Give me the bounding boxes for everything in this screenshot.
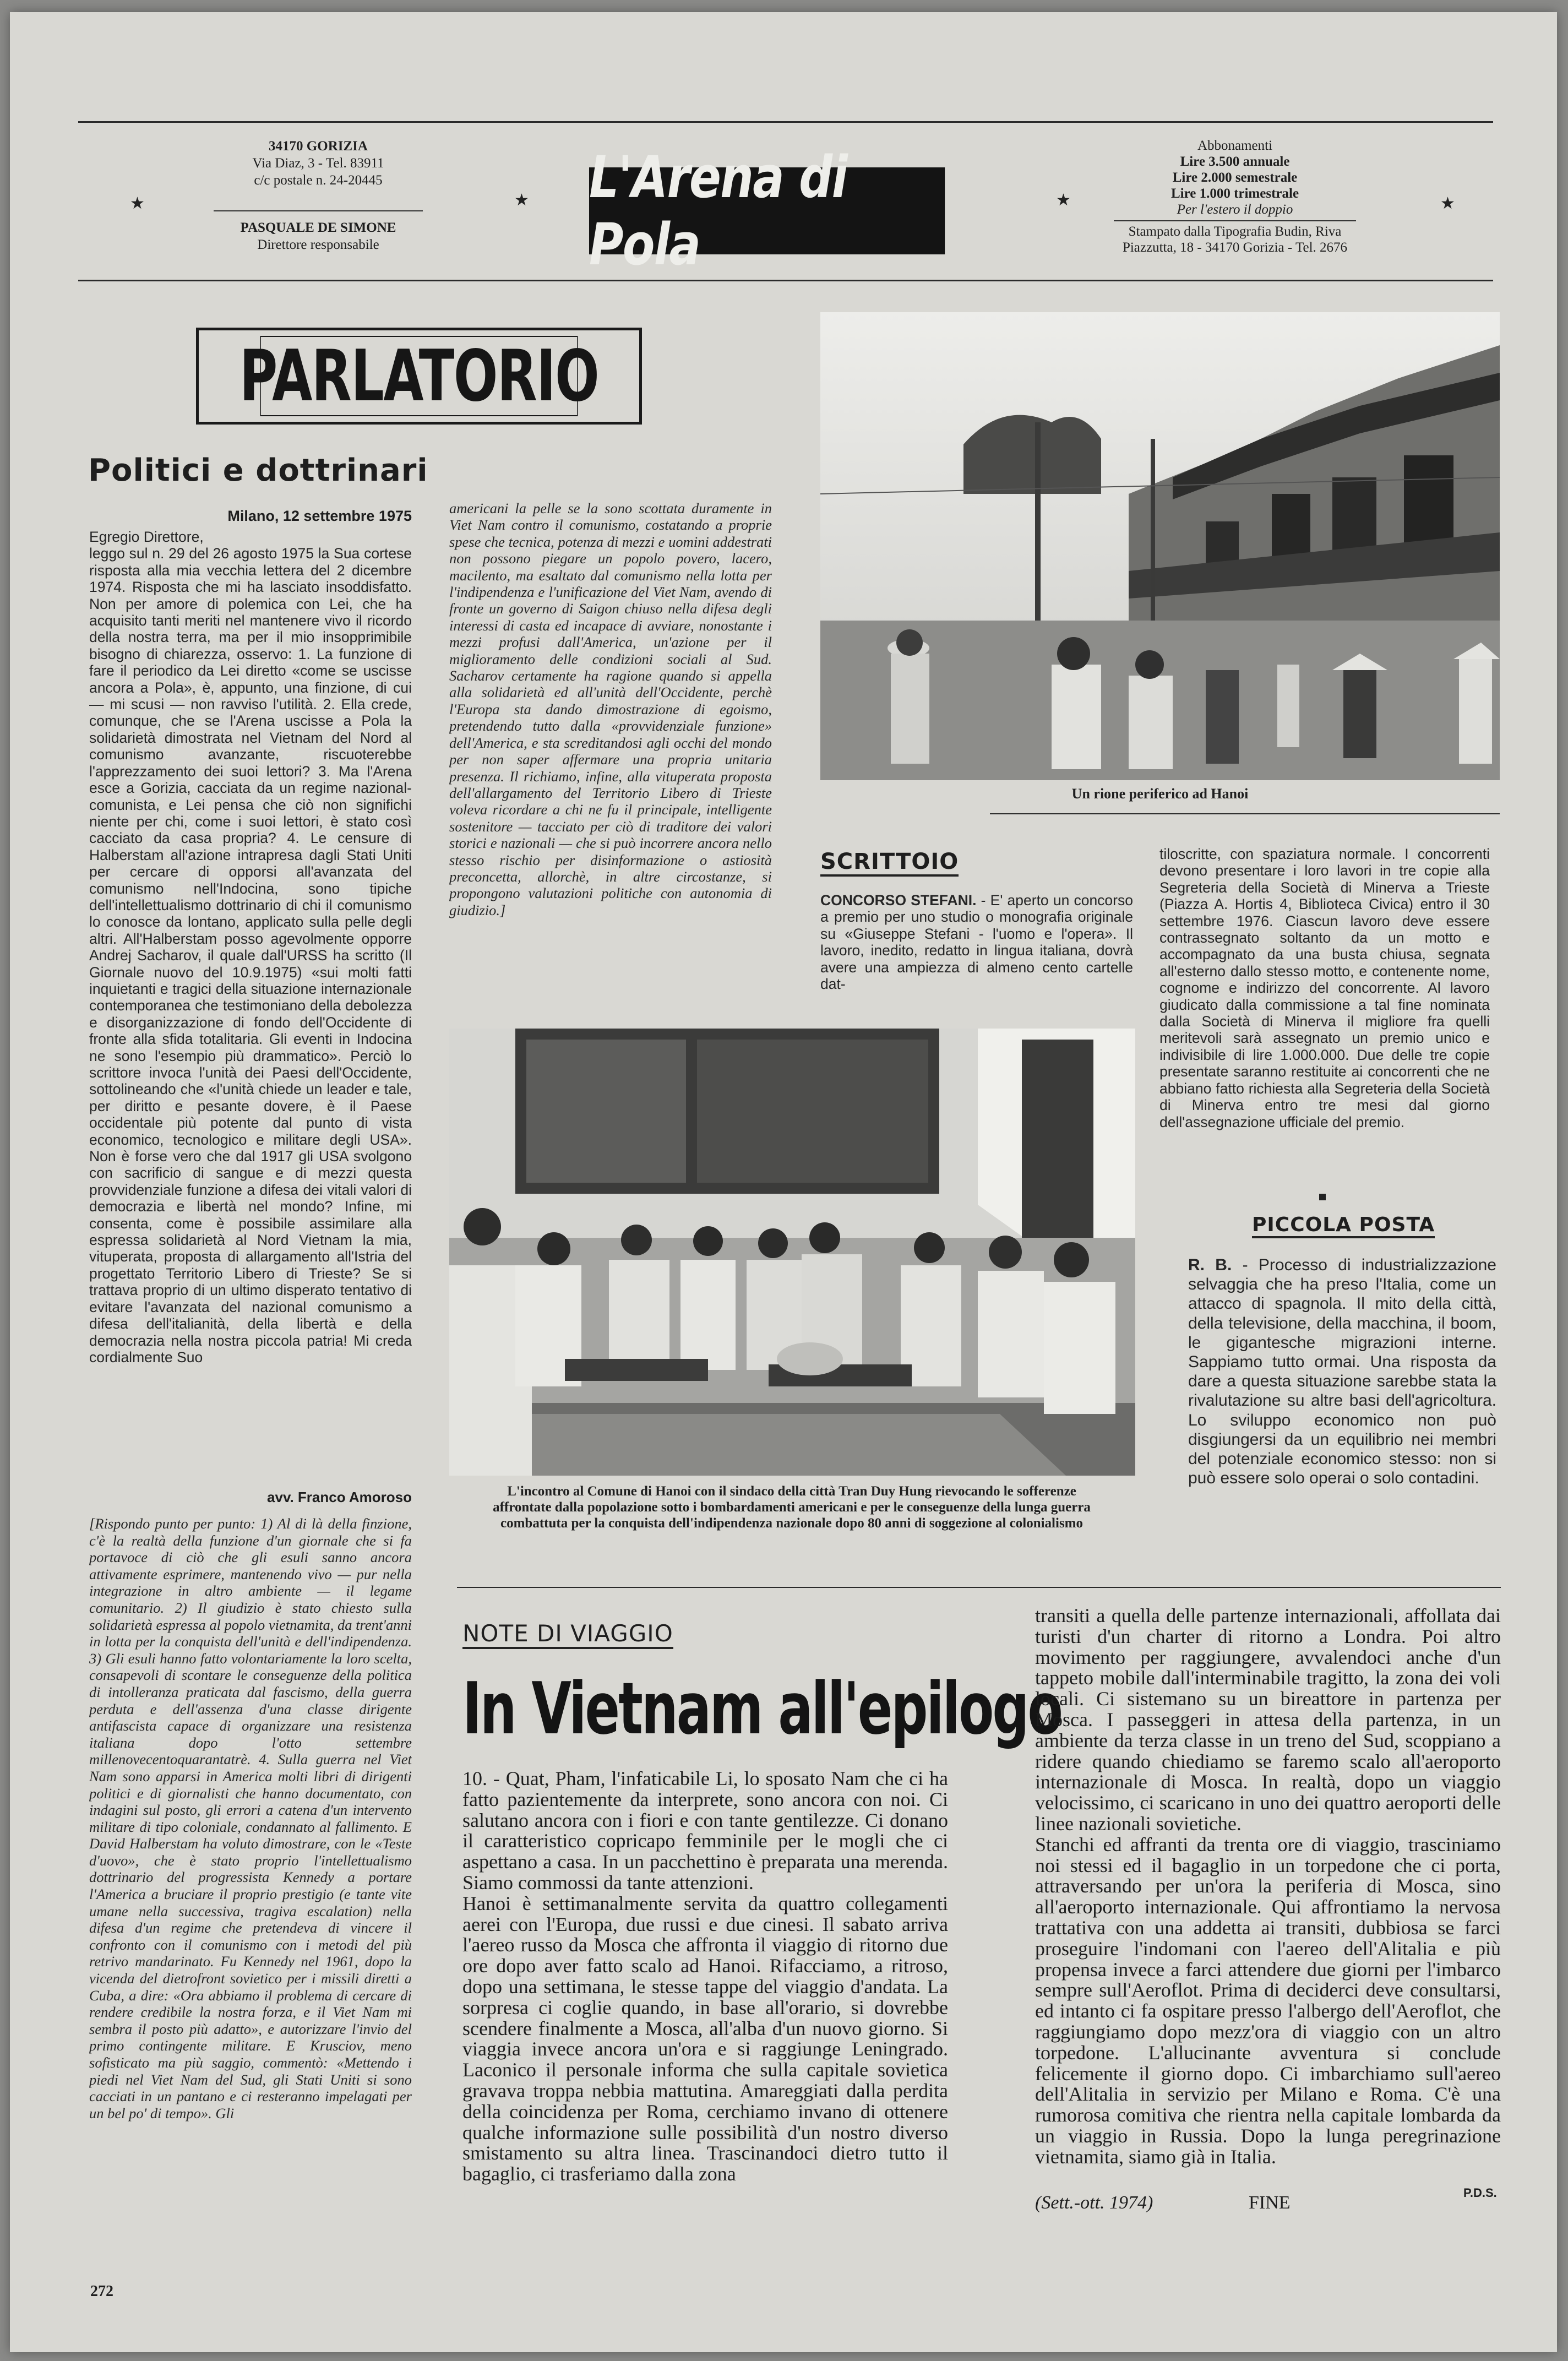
- masthead-right: [1106, 138, 1364, 217]
- parlatorio-headline: Politici e dottrinari: [88, 453, 428, 488]
- masthead-right-divider: [1114, 220, 1356, 221]
- masthead-left-divider: [214, 210, 423, 211]
- letter-body: Egregio Direttore, leggo sul n. 29 del 26 agosto 1975 la Sua cortese risposta alla mia vecchia lettera del 2 dicembre 1974. Risposta che mi ha lasciato insoddisfatto. Non per amore di polemica con Lei, che ha acquisito tanti meriti nel mantenere vivo il ricordo della nostra terra, ma per il mio insopprimibile bisogno di chiarezza, osservo: 1. La funzione di fare il periodico da Lei diretto «come se uscisse ancora a Pola», è, appunto, una finzione, di cui — mi scusi — non ravviso l'utilità. 2. Ella crede, comunque, che se l'Arena uscisse a Pola la solidarietà dimostrata nel Vietnam del Nord al comunismo avanzante, riscuoterebbe l'apprezzamento dei suoi lettori? 3. Ma l'Arena esce a Gorizia, cacciata da un regime nazional-comunista, e Lei pensa che ciò non significhi niente per chi, come i suoi lettori, è stato così cacciato da casa propria? 4. Le censure di Halberstam all'azione intrapresa dagli Stati Uniti per cercare di opporsi all'avanzata del comunismo nell'Indocina, sono tipiche dell'intellettualismo dottrinario di chi il comunismo lo conosce da lontano, applicato sulla pelle degli altri. All'Halberstam posso agevolmente opporre Andrej Sacharov, il quale dall'URSS ha scritto (Il Giornale nuovo del 10.9.1975) «sui molti fatti inquietanti e tragici della situazione internazionale contemporanea che testimoniano della debolezza e disorganizzazione di fondo dell'Occidente di fronte alla sfida totalitaria. Gli eventi in Indocina ne sono l'esempio più drammatico». Perciò lo scrittore invoca l'unità dei Paesi dell'Occidente, sottolineando che «l'unità chiede un leader e tale, per diritto e pesante dovere, è il Paese occidentale più potente dal punto di vista economico, tecnologico e militare degli USA». Non è forse vero che dal 1917 gli USA svolgono con sacrificio di sangue e di mezzi questa provvidenziale funzione a difesa dei vitali valori di democrazia e libertà nel mondo? Infine, mi consenta, come è possibile assimilare alla espressa solidarietà al Nord Vietnam la mia, vituperata, proposta di allargamento all'Istria del progettato Territorio Libero di Trieste? Se si trattava proprio di un ultimo disperato tentativo di evitare l'avanzata del nazional comunismo a difesa dell'italianità, della libertà e della democrazia nella nostra piccola patria! Mi creda cordialmente Suo: [89, 529, 412, 1366]
- masthead-left: [192, 138, 445, 189]
- note-initials: P.D.S.: [1463, 2186, 1497, 2200]
- note-dateline: (Sett.-ott. 1974): [1035, 2193, 1153, 2213]
- masthead-top-rule: [78, 121, 1493, 123]
- caption-meeting: L'incontro al Comune di Hanoi con il sindaco della città Tran Duy Hung rievocando le sofferenze affrontate dalla popolazione sotto i bombardamenti americani e per le conseguenze della lunga guerra combattuta per la conquista dell'indipendenza nazionale dopo 80 anni di soggezione al colonialismo: [493, 1484, 1091, 1531]
- star-ornament: ★: [1440, 194, 1455, 213]
- newspaper-page: [10, 12, 1557, 2352]
- subscription-annual: Lire 3.500 annuale: [1180, 154, 1290, 169]
- note-top-rule: [457, 1587, 1501, 1588]
- subscription-semester: Lire 2.000 semestrale: [1172, 170, 1298, 185]
- note-viaggio-col2: transiti a quella delle partenze internazionali, affollata dai turisti d'un charter di ritorno a Londra. Poi altro movimento per raggiungere, avvalendoci anche d'un tappeto mobile dall'interminabile tragitto, la zona dei voli locali. Ci sistemano su un bireattore in partenza per Mosca. I passeggeri in attesa della partenza, in un ambiente da terza classe in un treno del Sud, scoppiano a ridere quando chiediamo se faremo scalo all'aeroporto internazionale di Mosca. In realtà, dopo un viaggio velocissimo, ci scaricano in uno dei quattro aeroporti delle linee nazionali sovietiche. Stanchi ed affranti da trenta ore di viaggio, trasciniamo noi stessi ed il bagaglio in un torpedone che ci porta, attraversando per un'ora la periferia di Mosca, sino all'aeroporto internazionale. Qui affrontiamo la nervosa trattativa con una addetta ai transiti, dubbiosa se farci proseguire l'indomani con l'aereo dell'Alitalia e più propensa invece a farci attendere due giorni per l'imbarco sempre sull'Aeroflot. Prima di deciderci deve consultarsi, ed intanto ci fa ospitare presso l'albergo dell'Aeroflot, che raggiungiamo dopo mezz'ora di viaggio con un altro torpedone. L'allucinante avventura si conclude felicemente il giorno dopo. Ci imbarchiamo sull'aereo dell'Alitalia in servizio per Milano e Roma. C'è una rumorosa comitiva che rientra nella capitale lombarda da un viaggio in Russia. Dopo la lunga peregrinazione vietnamita, siamo già in Italia.: [1035, 1606, 1501, 2168]
- parlatorio-title: PARLATORIO: [239, 335, 599, 417]
- note-viaggio-title: NOTE DI VIAGGIO: [462, 1620, 673, 1649]
- subscription-quarter: Lire 1.000 trimestrale: [1170, 186, 1299, 201]
- address-line1: 34170 GORIZIA: [269, 139, 368, 154]
- scrittoio-lead: CONCORSO STEFANI.: [820, 892, 977, 909]
- note-viaggio-headline: In Vietnam all'epilogo: [462, 1667, 1061, 1750]
- editor-reply-col2: americani la pelle se la sono scottata duramente in Viet Nam contro il comunismo, costatando a proprie spese che tecnica, potenza di mezzi e uomini addestrati non possono piegare un popolo povero, lacero, macilento, ma esaltato dal comunismo nella lotta per l'indipendenza e l'unificazione del Viet Nam, avendo di fronte un governo di Saigon chiuso nella difesa degli interessi di casta ed incapace di avviare, nonostante i mezzi profusi dall'America, un'azione per il miglioramento delle condizioni sociali al Sud. Sacharov certamente ha ragione quando si appella alla solidarietà ed all'unità dell'Occidente, perchè l'Europa sta dando dimostrazione di egoismo, pretendendo tutto dalla «provvidenziale funzione» dell'America, e sta screditandosi agli occhi del mondo per non saper affermare una propria unitaria presenza. Il richiamo, infine, alla vituperata proposta dell'allargamento del Territorio Libero di Trieste voleva ricordare a chi ne fu il principale, intelligente sostenitore — tacciato per ciò di traditore dei valori storici e nazionali — che si può incorrere ancora nello stesso rischio per disinformazione o astiosità preconcetta, allorchè, in altre circostanze, si propongono valutazioni politiche con autonomia di giudizio.]: [449, 500, 772, 918]
- star-ornament: ★: [130, 194, 145, 213]
- parlatorio-title-box: [196, 328, 642, 425]
- letter-dateline: Milano, 12 settembre 1975: [227, 508, 412, 524]
- scrittoio-col1-text: - E' aperto un concorso a premio per uno studio o monografia originale su «Giuseppe Stefani - l'uomo e l'opera». Il lavoro, inedito, redatto in lingua italiana, dovrà avere una ampiezza di almeno cento cartelle dat-: [820, 892, 1133, 993]
- printer-line1: Stampato dalla Tipografia Budin, Riva: [1128, 224, 1342, 239]
- note-viaggio-col1: 10. - Quat, Pham, l'infaticabile Li, lo sposato Nam che ci ha fatto pazientemente da interprete, sono ancora con noi. Ci salutano ancora con i fiori e con tante gentilezze. Ci donano il caratteristico copricapo femminile per le mogli che ci aspettano a casa. In un pacchettino è preparata una merenda. Siamo commossi da tante attenzioni. Hanoi è settimanalmente servita da quattro collegamenti aerei con l'Europa, due russi e due cinesi. Il sabato arriva l'aereo russo da Mosca che affronta il viaggio di ritorno due ore dopo aver fatto scalo ad Hanoi. Rifacciamo, a ritroso, dopo una settimana, le stesse tappe del viaggio d'andata. La sorpresa ci coglie quando, in base all'orario, si dovrebbe scendere finalmente a Mosca, all'alba d'un nuovo giorno. Si viaggia invece ancora un'ora e si raggiunge Leningrado. Laconico il personale informa che sulla capitale sovietica gravava troppa nebbia mattutina. Amareggiati dalla perdita della coincidenza per Roma, cerchiamo invano di ottenere qualche informazione sulle possibilità d'un nostro diverso smistamento su altra linea. Trascinandoci dietro tutto il bagaglio, ci trasferiamo dalla zona: [462, 1769, 948, 2185]
- page-number: 272: [90, 2283, 113, 2300]
- piccola-posta-lead: R. B.: [1188, 1256, 1232, 1274]
- meeting-photo-illustration: [449, 1029, 1135, 1476]
- address-line2: Via Diaz, 3 - Tel. 83911: [252, 156, 384, 171]
- star-ornament: ★: [1056, 191, 1071, 209]
- street-photo-illustration: [820, 312, 1500, 780]
- newspaper-logo: L'Arena di Pola: [589, 167, 945, 254]
- photo-hanoi-street: [820, 312, 1500, 780]
- director-role: Direttore responsabile: [257, 237, 379, 252]
- photo-meeting-hanoi: [449, 1029, 1135, 1476]
- caption-hanoi-street: Un rione periferico ad Hanoi: [1071, 786, 1249, 802]
- scrittoio-col2: tiloscritte, con spaziatura normale. I concorrenti devono presentare i loro lavori in tre copie alla Segreteria della Società di Minerva a Trieste (Piazza A. Hortis 4, Biblioteca Civica) entro il 30 settembre 1976. Ciascun lavoro deve essere contrassegnato soltanto da un motto e accompagnato da una busta chiusa, segnata all'esterno dallo stesso motto, e contenente nome, cognome e indirizzo del concorrente. Al lavoro giudicato dalla commissione a tal fine nominata dalla Società di Minerva il migliore fra quelli meritevoli sarà assegnato un premio unico e indivisibile di lire 1.000.000. Due delle tre copie presentate saranno restituite ai concorrenti che ne abbiano fatto richiesta alla Segreteria della Società di Minerva entro tre mesi dal giorno dell'assegnazione ufficiale del premio.: [1159, 846, 1490, 1130]
- address-line3: c/c postale n. 24-20445: [254, 173, 383, 188]
- scrittoio-top-rule: [990, 813, 1500, 814]
- printer-line2: Piazzutta, 18 - 34170 Gorizia - Tel. 2676: [1122, 240, 1348, 255]
- piccola-posta-text: - Processo di industrializzazione selvaggia che ha preso l'Italia, come un attacco di spagnola. Il mito della città, della televisione, della macchina, il boom, le gigantesche migrazioni interne. Sappiamo tutto ormai. Una risposta da dare a questa situazione sarebbe stata la rivalutazione su altre basi dell'agricoltura. Lo sviluppo economico non può disgiungersi da un equilibrio nei membri del potenziale economico stesso: non si può essere solo operai o solo contadini.: [1188, 1256, 1496, 1488]
- subscriptions-title: Abbonamenti: [1197, 138, 1273, 153]
- masthead-bottom-rule: [78, 280, 1493, 281]
- bullet-ornament: [1319, 1194, 1326, 1200]
- note-end: FINE: [1249, 2193, 1291, 2213]
- letter-signature: avv. Franco Amoroso: [267, 1489, 412, 1505]
- piccola-posta-body: [1188, 1255, 1496, 1586]
- subscription-abroad: Per l'estero il doppio: [1177, 202, 1293, 217]
- scrittoio-col1: [820, 892, 1133, 1024]
- director-name: PASQUALE DE SIMONE: [240, 220, 396, 235]
- editor-reply-col1: [Rispondo punto per punto: 1) Al di là della finzione, c'è la realtà della funzione d'un giornale che si fa portavoce di ciò che gli esuli sanno ancora attivamente esprimere, mantenendo vivo — pur nella integrazione in altro ambiente — il legame comunitario. 2) Il giudizio è stato chiesto sulla solidarietà espressa al popolo vietnamita, da trent'anni in lotta per la conquista dell'unità e dell'indipendenza. 3) Gli esuli hanno fatto volontariamente la loro scelta, consapevoli di scontare le conseguenze della politica di intolleranza praticata dal fascismo, della guerra perduta e dell'assenza d'una classe dirigente antifascista capace di organizzare una resistenza italiana dopo l'otto settembre millenovecentoquarantatrè. 4. Sulla guerra nel Viet Nam sono apparsi in America molti libri di dirigenti politici e di giornalisti che hanno documentato, con indagini sul posto, gli errori a catena d'un intervento militare di tipo coloniale, condannato al fallimento. E David Halberstam ha voluto dimostrare, con le «Teste d'uovo», che è stato proprio l'intellettualismo dottrinario del progressista Kennedy a portare l'America a bruciare il proprio prestigio (e tante vite umane nella successiva, tragiva escalation) nella difesa d'un regime che pretendeva di vincere il confronto con il comunismo con i metodi del più retrivo mandarinato. Fu Kennedy nel 1961, dopo la vicenda del dietrofront sovietico per i missili diretti a Cuba, a dire: «Ora abbiamo il problema di cercare di rendere credibile la nostra forza, e il Viet Nam mi sembra il posto più adatto», e autorizzare l'invio del primo contingente militare. E Krusciov, meno sofisticato ma più saggio, commentò: «Mettendo i piedi nel Viet Nam del Sud, gli Stati Uniti si sono cacciati in un pantano e ci resteranno impelagati per un bel po' di tempo». Gli: [89, 1515, 412, 2121]
- masthead-printer: [1097, 224, 1373, 255]
- scrittoio-title: SCRITTOIO: [820, 849, 959, 877]
- masthead-director: [192, 219, 445, 253]
- piccola-posta-title: PICCOLA POSTA: [1252, 1214, 1435, 1238]
- star-ornament: ★: [514, 191, 529, 209]
